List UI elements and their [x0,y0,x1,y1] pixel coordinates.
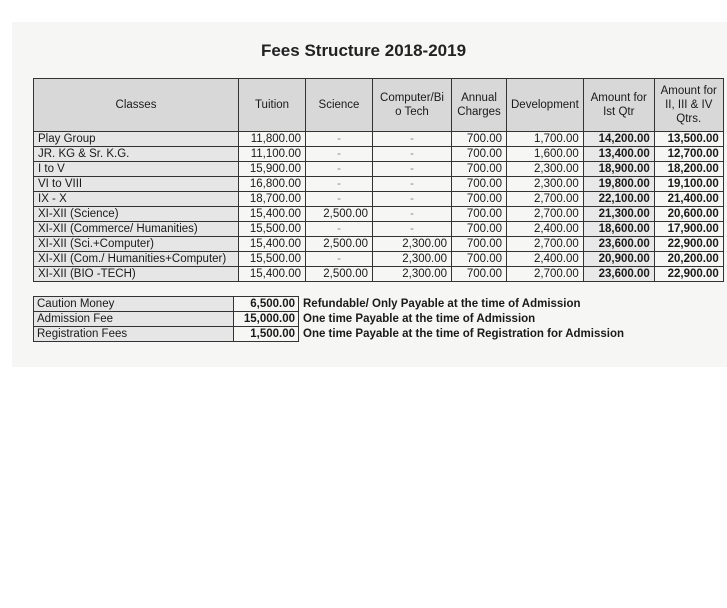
fee-note: One time Payable at the time of Registration for Admission [303,328,624,340]
class-cell: VI to VIII [34,177,239,192]
other-qtrs-cell: 21,400.00 [654,192,723,207]
tuition-cell: 15,900.00 [239,162,306,177]
development-cell: 2,400.00 [507,252,584,267]
development-cell: 1,600.00 [507,147,584,162]
tuition-cell: 15,400.00 [239,237,306,252]
first-qtr-cell: 20,900.00 [583,252,654,267]
first-qtr-cell: 22,100.00 [583,192,654,207]
development-cell: 2,400.00 [507,222,584,237]
table-header-row [34,79,724,132]
table-row [34,252,724,267]
table-row [34,177,724,192]
computer-cell: 2,300.00 [373,237,452,252]
annual-cell: 700.00 [452,132,507,147]
fee-amount: 6,500.00 [234,297,299,312]
fee-amount: 15,000.00 [234,312,299,327]
computer-cell: - [373,177,452,192]
other-qtrs-cell: 17,900.00 [654,222,723,237]
header-science: Science [306,79,373,132]
science-cell: - [306,177,373,192]
table-row [34,162,724,177]
other-qtrs-cell: 12,700.00 [654,147,723,162]
header-amount-first-qtr: Amount for Ist Qtr [583,79,654,132]
table-row [34,237,724,252]
development-cell: 2,300.00 [507,177,584,192]
tuition-cell: 15,500.00 [239,222,306,237]
science-cell: - [306,252,373,267]
first-qtr-cell: 18,900.00 [583,162,654,177]
other-qtrs-cell: 19,100.00 [654,177,723,192]
other-qtrs-cell: 13,500.00 [654,132,723,147]
class-cell: XI-XII (Com./ Humanities+Computer) [34,252,239,267]
computer-cell: - [373,222,452,237]
tuition-cell: 11,100.00 [239,147,306,162]
annual-cell: 700.00 [452,162,507,177]
computer-cell: - [373,147,452,162]
class-cell: Play Group [34,132,239,147]
tuition-cell: 15,500.00 [239,252,306,267]
computer-cell: - [373,162,452,177]
first-qtr-cell: 13,400.00 [583,147,654,162]
computer-cell: - [373,192,452,207]
class-cell: XI-XII (Commerce/ Humanities) [34,222,239,237]
header-classes: Classes [34,79,239,132]
class-cell: XI-XII (Sci.+Computer) [34,237,239,252]
tuition-cell: 15,400.00 [239,207,306,222]
fee-label: Admission Fee [34,312,234,327]
annual-cell: 700.00 [452,267,507,282]
tuition-cell: 18,700.00 [239,192,306,207]
annual-cell: 700.00 [452,222,507,237]
annual-cell: 700.00 [452,207,507,222]
first-qtr-cell: 14,200.00 [583,132,654,147]
development-cell: 1,700.00 [507,132,584,147]
science-cell: 2,500.00 [306,237,373,252]
fee-label: Registration Fees [34,327,234,342]
science-cell: - [306,192,373,207]
other-qtrs-cell: 20,600.00 [654,207,723,222]
fee-row [34,327,628,342]
annual-cell: 700.00 [452,147,507,162]
table-row [34,132,724,147]
class-cell: IX - X [34,192,239,207]
table-row [34,147,724,162]
development-cell: 2,300.00 [507,162,584,177]
fee-row [34,297,628,312]
header-development: Development [507,79,584,132]
annual-cell: 700.00 [452,252,507,267]
header-annual-charges: Annual Charges [452,79,507,132]
document-title: Fees Structure 2018-2019 [260,41,467,60]
development-cell: 2,700.00 [507,207,584,222]
first-qtr-cell: 23,600.00 [583,237,654,252]
computer-cell: 2,300.00 [373,267,452,282]
additional-fees-table [33,296,628,342]
fees-table [33,78,724,282]
table-row [34,192,724,207]
computer-cell: - [373,207,452,222]
fee-note: One time Payable at the time of Admission [303,313,536,325]
fee-row [34,312,628,327]
science-cell: - [306,147,373,162]
other-qtrs-cell: 22,900.00 [654,237,723,252]
science-cell: 2,500.00 [306,207,373,222]
header-amount-other-qtrs: Amount for II, III & IV Qtrs. [654,79,723,132]
class-cell: I to V [34,162,239,177]
other-qtrs-cell: 22,900.00 [654,267,723,282]
other-qtrs-cell: 18,200.00 [654,162,723,177]
first-qtr-cell: 18,600.00 [583,222,654,237]
science-cell: - [306,222,373,237]
table-row [34,222,724,237]
computer-cell: 2,300.00 [373,252,452,267]
annual-cell: 700.00 [452,177,507,192]
fee-label: Caution Money [34,297,234,312]
table-row [34,267,724,282]
class-cell: XI-XII (BIO -TECH) [34,267,239,282]
tuition-cell: 16,800.00 [239,177,306,192]
class-cell: XI-XII (Science) [34,207,239,222]
header-tuition: Tuition [239,79,306,132]
other-qtrs-cell: 20,200.00 [654,252,723,267]
computer-cell: - [373,132,452,147]
science-cell: - [306,132,373,147]
first-qtr-cell: 19,800.00 [583,177,654,192]
class-cell: JR. KG & Sr. K.G. [34,147,239,162]
first-qtr-cell: 21,300.00 [583,207,654,222]
development-cell: 2,700.00 [507,192,584,207]
tuition-cell: 11,800.00 [239,132,306,147]
annual-cell: 700.00 [452,237,507,252]
table-row [34,207,724,222]
science-cell: 2,500.00 [306,267,373,282]
development-cell: 2,700.00 [507,267,584,282]
science-cell: - [306,162,373,177]
annual-cell: 700.00 [452,192,507,207]
fee-amount: 1,500.00 [234,327,299,342]
first-qtr-cell: 23,600.00 [583,267,654,282]
development-cell: 2,700.00 [507,237,584,252]
header-computer-biotech: Computer/Bi o Tech [373,79,452,132]
fee-note: Refundable/ Only Payable at the time of Admission [303,298,581,310]
tuition-cell: 15,400.00 [239,267,306,282]
